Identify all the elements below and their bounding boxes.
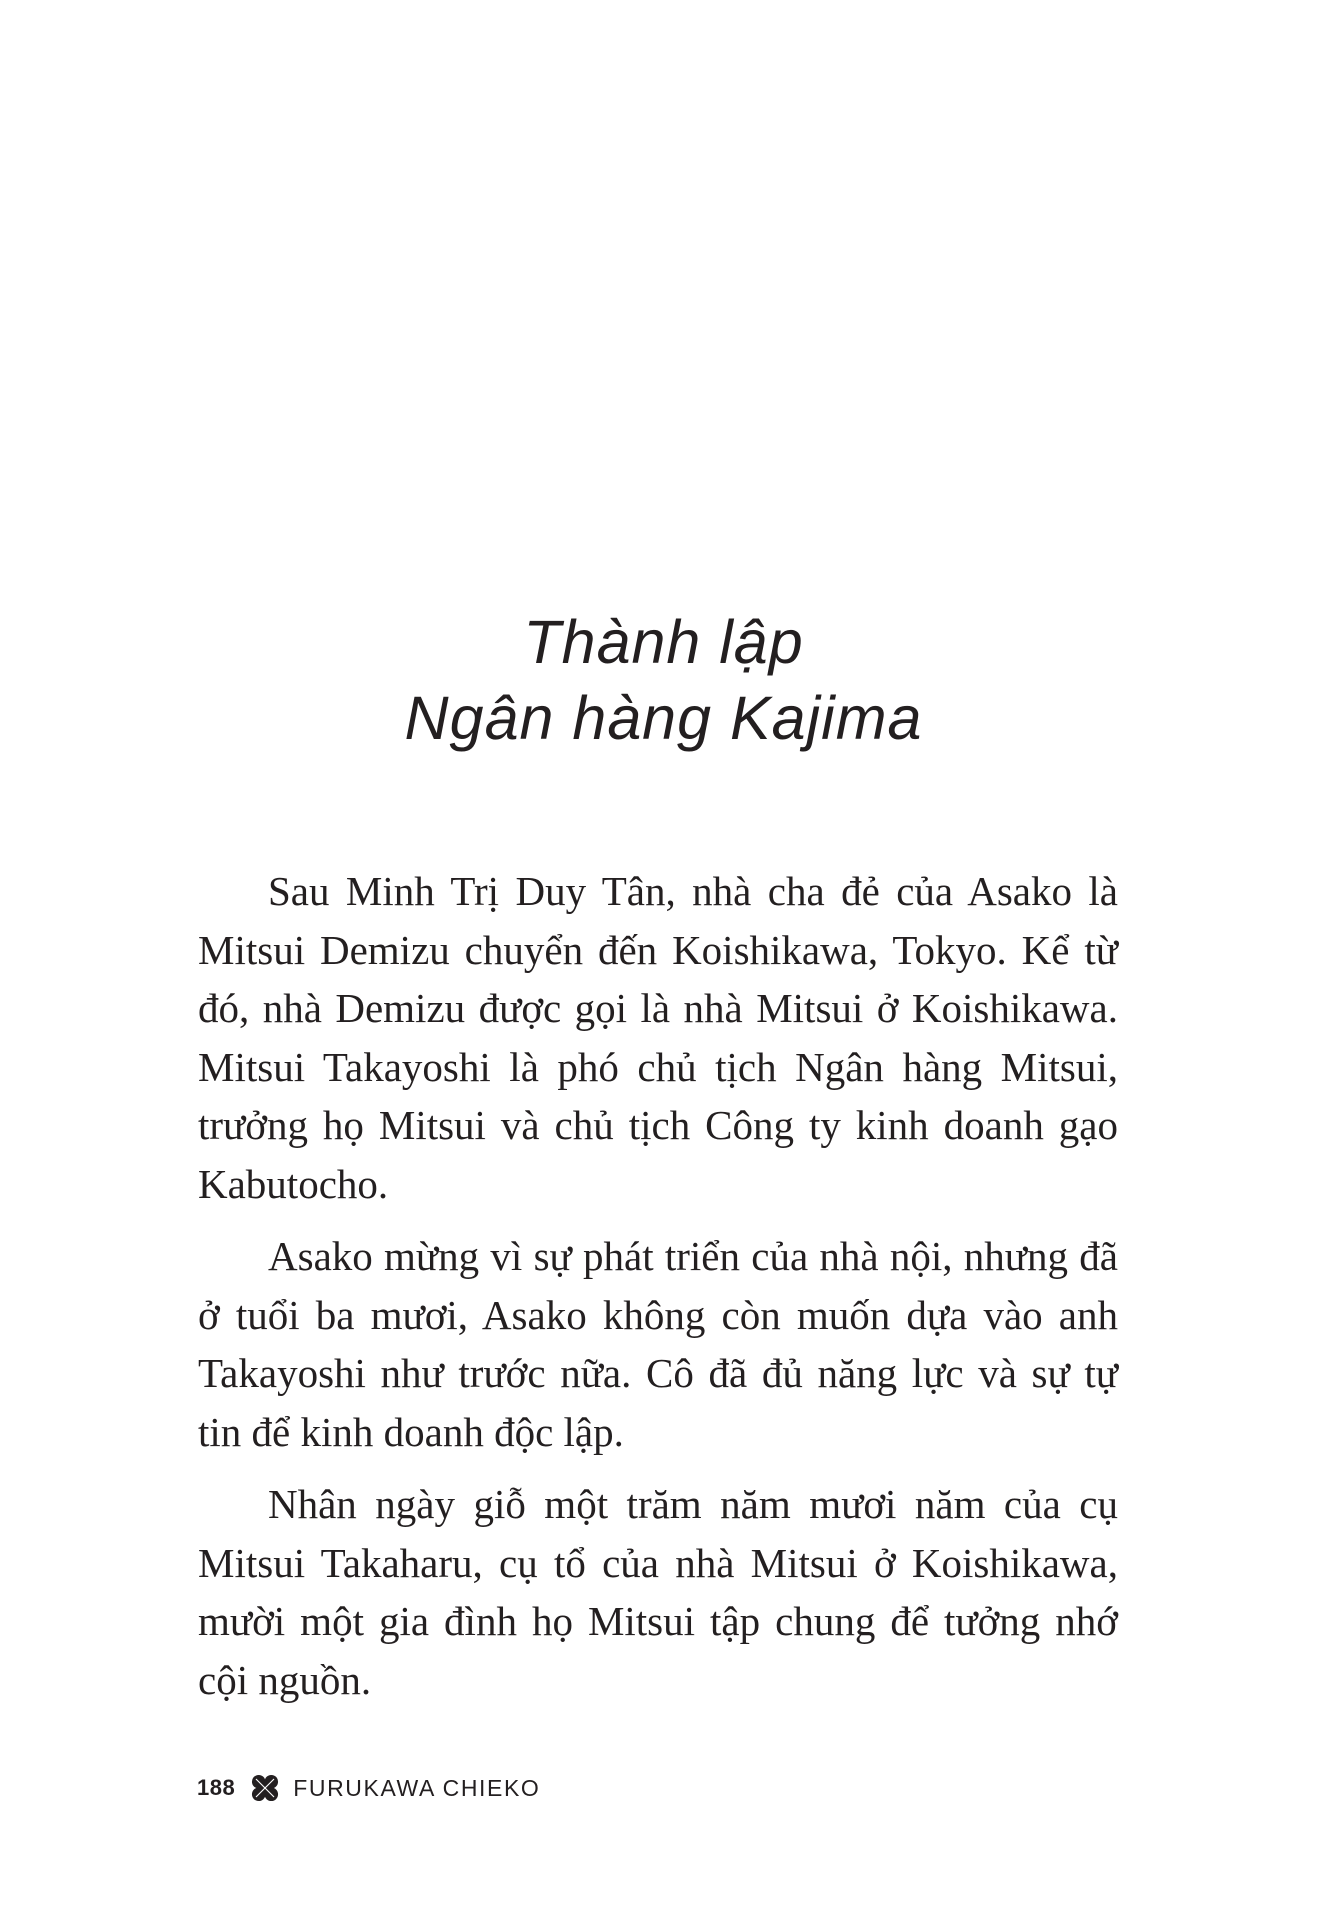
paragraph-1: Sau Minh Trị Duy Tân, nhà cha đẻ của Asako là Mitsui Demizu chuyển đến Koishikawa, Tokyo. Kể từ đó, nhà Demizu được gọi là nhà Mitsui ở Koishikawa. Mitsui Takayoshi là phó chủ tịch Ngân hàng Mitsui, trưởng họ Mitsui và chủ tịch Công ty kinh doanh gạo Kabutocho. [198,868,1118,1207]
chapter-title [0,604,1327,756]
chapter-title-line-1: Thành lập [523,608,804,676]
page-footer [197,1768,540,1808]
paragraph-3: Nhân ngày giỗ một trăm năm mươi năm của cụ Mitsui Takaharu, cụ tổ của nhà Mitsui ở Koishikawa, mười một gia đình họ Mitsui tập chung để tưởng nhớ cội nguồn. [198,1481,1118,1703]
page-number: 188 [197,1775,236,1800]
paragraph-2: Asako mừng vì sự phát triển của nhà nội, nhưng đã ở tuổi ba mươi, Asako không còn muốn dựa vào anh Takayoshi như trước nữa. Cô đã đủ năng lực và sự tự tin để kinh doanh độc lập. [198,1233,1118,1455]
clover-icon [247,1770,283,1806]
running-head-author: FURUKAWA CHIEKO [293,1774,541,1801]
chapter-title-line-2: Ngân hàng Kajima [404,684,923,752]
body-text [198,862,1118,1723]
